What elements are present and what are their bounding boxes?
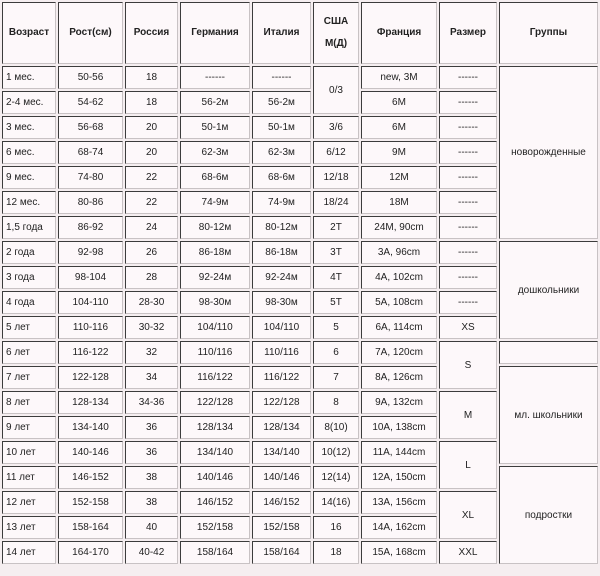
cell-france: 11A, 144cm [361,441,437,464]
cell-russia: 38 [125,466,178,489]
cell-germany: 80-12м [180,216,250,239]
header-france: Франция [361,2,437,64]
cell-age: 7 лет [2,366,56,389]
cell-usa: 18/24 [313,191,359,214]
cell-age: 10 лет [2,441,56,464]
cell-italy: 140/146 [252,466,311,489]
cell-height: 110-116 [58,316,123,339]
cell-height: 92-98 [58,241,123,264]
cell-germany: 140/146 [180,466,250,489]
cell-italy: 74-9м [252,191,311,214]
cell-height: 140-146 [58,441,123,464]
cell-italy: 146/152 [252,491,311,514]
cell-germany: 56-2м [180,91,250,114]
cell-italy: 110/116 [252,341,311,364]
cell-russia: 36 [125,416,178,439]
cell-height: 86-92 [58,216,123,239]
cell-france: 14A, 162cm [361,516,437,539]
cell-russia: 30-32 [125,316,178,339]
cell-age: 12 лет [2,491,56,514]
cell-usa: 3T [313,241,359,264]
cell-height: 164-170 [58,541,123,564]
cell-france: 24M, 90cm [361,216,437,239]
cell-france: 8A, 126cm [361,366,437,389]
cell-size: ------ [439,116,497,139]
cell-germany: 134/140 [180,441,250,464]
header-row [2,2,598,64]
cell-size: XL [439,491,497,539]
cell-size: ------ [439,91,497,114]
cell-italy: 98-30м [252,291,311,314]
cell-usa: 3/6 [313,116,359,139]
cell-france: 7A, 120cm [361,341,437,364]
cell-height: 98-104 [58,266,123,289]
cell-italy: 104/110 [252,316,311,339]
cell-usa: 5 [313,316,359,339]
cell-group-empty [499,341,598,364]
cell-usa: 5T [313,291,359,314]
cell-germany: 74-9м [180,191,250,214]
cell-age: 3 года [2,266,56,289]
cell-size: M [439,391,497,439]
cell-italy: ------ [252,66,311,89]
cell-size: ------ [439,66,497,89]
cell-size: ------ [439,291,497,314]
cell-age: 14 лет [2,541,56,564]
cell-france: 6M [361,116,437,139]
cell-height: 56-68 [58,116,123,139]
cell-height: 68-74 [58,141,123,164]
header-size: Размер [439,2,497,64]
cell-height: 104-110 [58,291,123,314]
cell-france: 6A, 114cm [361,316,437,339]
cell-russia: 40 [125,516,178,539]
group-teenagers: подростки [499,466,598,564]
header-germany: Германия [180,2,250,64]
cell-italy: 128/134 [252,416,311,439]
cell-russia: 28-30 [125,291,178,314]
cell-germany: 104/110 [180,316,250,339]
cell-france: 13A, 156cm [361,491,437,514]
cell-usa: 12/18 [313,166,359,189]
table-row [2,366,598,389]
cell-italy: 56-2м [252,91,311,114]
cell-height: 116-122 [58,341,123,364]
table-row [2,466,598,489]
cell-size: L [439,441,497,489]
cell-france: 12A, 150cm [361,466,437,489]
cell-germany: 68-6м [180,166,250,189]
cell-germany: 50-1м [180,116,250,139]
cell-italy: 122/128 [252,391,311,414]
cell-size: ------ [439,166,497,189]
cell-france: 6M [361,91,437,114]
cell-france: 15A, 168cm [361,541,437,564]
cell-height: 80-86 [58,191,123,214]
cell-size: ------ [439,266,497,289]
cell-usa: 6 [313,341,359,364]
cell-russia: 40-42 [125,541,178,564]
cell-italy: 134/140 [252,441,311,464]
cell-age: 2 года [2,241,56,264]
cell-russia: 20 [125,141,178,164]
table-row [2,341,598,364]
cell-russia: 22 [125,191,178,214]
cell-russia: 24 [125,216,178,239]
cell-height: 134-140 [58,416,123,439]
cell-germany: 122/128 [180,391,250,414]
cell-germany: 128/134 [180,416,250,439]
cell-size: S [439,341,497,389]
cell-size: XS [439,316,497,339]
cell-usa: 12(14) [313,466,359,489]
cell-height: 54-62 [58,91,123,114]
table-row [2,241,598,264]
cell-age: 13 лет [2,516,56,539]
cell-age: 4 года [2,291,56,314]
group-preschoolers: дошкольники [499,241,598,339]
cell-height: 158-164 [58,516,123,539]
cell-usa: 8 [313,391,359,414]
cell-height: 146-152 [58,466,123,489]
cell-germany: 98-30м [180,291,250,314]
cell-russia: 20 [125,116,178,139]
cell-russia: 22 [125,166,178,189]
header-usa: США М(Д) [313,2,359,64]
cell-russia: 32 [125,341,178,364]
cell-usa: 18 [313,541,359,564]
cell-usa: 10(12) [313,441,359,464]
header-age: Возраст [2,2,56,64]
cell-italy: 80-12м [252,216,311,239]
cell-usa: 16 [313,516,359,539]
cell-russia: 26 [125,241,178,264]
cell-germany: 92-24м [180,266,250,289]
cell-russia: 18 [125,91,178,114]
cell-france: 5A, 108cm [361,291,437,314]
cell-age: 6 мес. [2,141,56,164]
cell-france: 18M [361,191,437,214]
cell-france: 10A, 138cm [361,416,437,439]
cell-germany: 116/122 [180,366,250,389]
cell-france: new, 3M [361,66,437,89]
cell-age: 1 мес. [2,66,56,89]
cell-russia: 18 [125,66,178,89]
cell-france: 12M [361,166,437,189]
cell-age: 9 мес. [2,166,56,189]
cell-height: 50-56 [58,66,123,89]
cell-italy: 62-3м [252,141,311,164]
cell-germany: 152/158 [180,516,250,539]
cell-france: 9M [361,141,437,164]
cell-age: 12 мес. [2,191,56,214]
cell-russia: 38 [125,491,178,514]
cell-age: 2-4 мес. [2,91,56,114]
cell-age: 8 лет [2,391,56,414]
cell-russia: 36 [125,441,178,464]
cell-germany: ------ [180,66,250,89]
cell-usa: 14(16) [313,491,359,514]
cell-usa: 6/12 [313,141,359,164]
group-newborns: новорожденные [499,66,598,239]
cell-usa: 4T [313,266,359,289]
cell-height: 152-158 [58,491,123,514]
cell-italy: 50-1м [252,116,311,139]
cell-size: ------ [439,216,497,239]
cell-usa: 0/3 [313,66,359,114]
cell-height: 128-134 [58,391,123,414]
cell-age: 9 лет [2,416,56,439]
cell-age: 3 мес. [2,116,56,139]
cell-age: 5 лет [2,316,56,339]
cell-italy: 116/122 [252,366,311,389]
cell-usa: 8(10) [313,416,359,439]
cell-size: ------ [439,141,497,164]
cell-age: 1,5 года [2,216,56,239]
cell-height: 122-128 [58,366,123,389]
cell-size: ------ [439,241,497,264]
cell-usa: 2T [313,216,359,239]
header-groups: Группы [499,2,598,64]
cell-italy: 152/158 [252,516,311,539]
cell-france: 9A, 132cm [361,391,437,414]
group-junior-schoolchildren: мл. школьники [499,366,598,464]
header-height: Рост(см) [58,2,123,64]
cell-germany: 110/116 [180,341,250,364]
cell-usa: 7 [313,366,359,389]
cell-italy: 158/164 [252,541,311,564]
header-italy: Италия [252,2,311,64]
cell-age: 6 лет [2,341,56,364]
cell-italy: 86-18м [252,241,311,264]
cell-italy: 68-6м [252,166,311,189]
cell-germany: 146/152 [180,491,250,514]
cell-russia: 28 [125,266,178,289]
cell-age: 11 лет [2,466,56,489]
table-row [2,66,598,89]
cell-size: ------ [439,191,497,214]
cell-size: XXL [439,541,497,564]
header-russia: Россия [125,2,178,64]
cell-france: 4A, 102cm [361,266,437,289]
cell-height: 74-80 [58,166,123,189]
cell-germany: 158/164 [180,541,250,564]
cell-germany: 86-18м [180,241,250,264]
cell-russia: 34 [125,366,178,389]
cell-france: 3A, 96cm [361,241,437,264]
cell-russia: 34-36 [125,391,178,414]
cell-italy: 92-24м [252,266,311,289]
cell-germany: 62-3м [180,141,250,164]
